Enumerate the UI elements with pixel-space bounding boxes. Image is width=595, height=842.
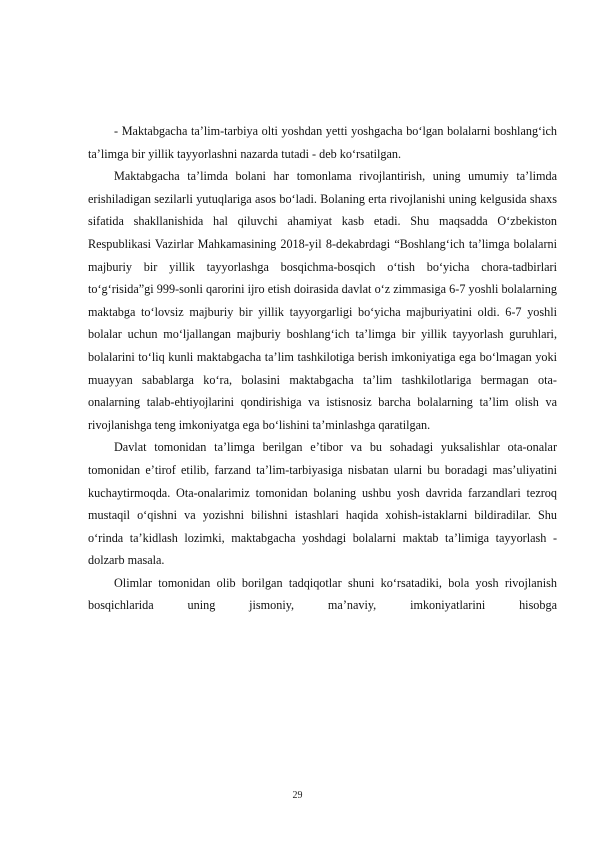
body-text — [88, 120, 557, 617]
paragraph: Olimlar tomonidan olib borilgan tadqiqotlar shuni koʻrsatadiki, bola yosh rivojlanish bosqichlarida uning jismoniy, maʼnaviy, imkoniyatlarini hisobga — [88, 575, 557, 613]
page-number: 29 — [292, 790, 303, 801]
paragraph: Maktabgacha taʼlimda bolani har tomonlama rivojlantirish, uning umumiy taʼlimda erishiladigan sezilarli yutuqlariga asos boʻladi. Bolaning erta rivojlanishi uning kelgusida shaxs sifatida shakllanishida hal qiluvchi ahamiyat kasb etadi. Shu maqsadda Oʻzbekiston Respublikasi Vazirlar Mahkamasining 2018-yil 8-dekabrdagi “Boshlangʻich taʼlimga bolalarni majburiy bir yillik tayyorlashga bosqichma-bosqich oʻtish boʻyicha chora-tadbirlari toʻgʻrisida”gi 999-sonli qarorini ijro etish doirasida davlat oʻz zimmasiga 6-7 yoshli bolalarning maktabga toʻlovsiz majburiy bir yillik tayyorgarligi boʻyicha majburiyatini oldi. 6-7 yoshli bolalar uchun moʻljallangan majburiy boshlangʻich taʼlimga bir yillik tayyorlash guruhlari, bolalarini toʻliq kunli maktabgacha taʼlim tashkilotiga berish imkoniyatiga ega boʻlmagan yoki muayyan sabablarga koʻra, bolasini maktabgacha taʼlim tashkilotlariga bermagan ota-onalarning talab-ehtiyojlarini qondirishiga va istisnosiz barcha bolalarning taʼlim olish va rivojlanishga teng imkoniyatga ega boʻlishini taʼminlashga qaratilgan. — [88, 169, 557, 432]
paragraph: Davlat tomonidan taʼlimga berilgan eʼtibor va bu sohadagi yuksalishlar ota-onalar tomonidan eʼtirof etilib, farzand taʼlim-tarbiyasiga nisbatan ularni bu boradagi masʼuliyatini kuchaytirmoqda. Ota-onalarimiz tomonidan bolaning ushbu yosh davrida farzandlari tezroq mustaqil oʻqishni va yozishni bilishni istashlari haqida xohish-istaklarni bildiradilar. Shu oʻrinda taʼkidlash lozimki, maktabgacha yoshdagi bolalarni maktab taʼlimiga tayyorlash - dolzarb masala. — [88, 440, 557, 568]
paragraph: - Maktabgacha taʼlim-tarbiya olti yoshdan yetti yoshgacha boʻlgan bolalarni boshlangʻich taʼlimga bir yillik tayyorlashni nazarda tutadi - deb koʻrsatilgan. — [88, 124, 557, 161]
